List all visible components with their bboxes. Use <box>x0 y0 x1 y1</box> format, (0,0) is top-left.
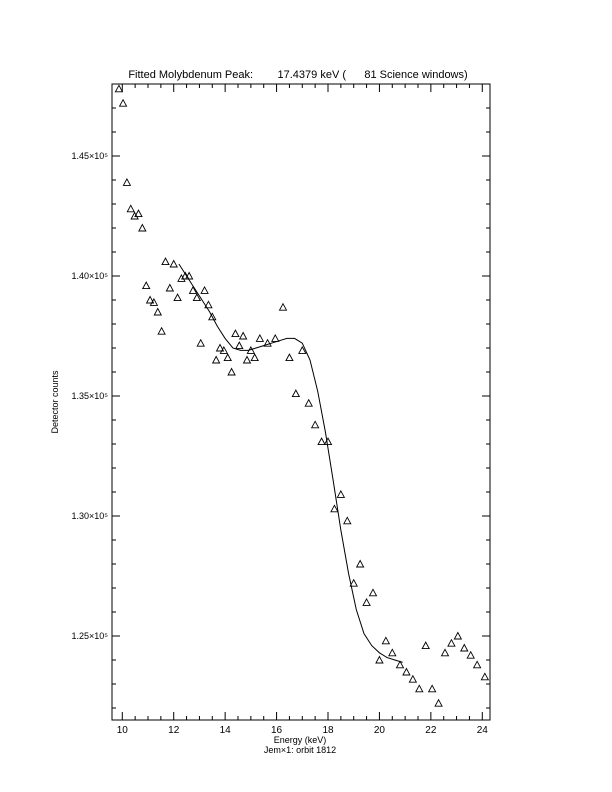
chart-title: Fitted Molybdenum Peak: 17.4379 keV ( 81 Science windows) <box>128 69 468 81</box>
data-point-triangle <box>162 258 169 265</box>
data-point-triangle <box>272 335 279 342</box>
data-point-triangle <box>409 676 416 683</box>
data-point-triangle <box>448 640 455 647</box>
data-point-triangle <box>370 589 377 596</box>
data-point-triangle <box>201 287 208 294</box>
data-point-triangle <box>337 491 344 498</box>
data-point-triangle <box>127 205 134 212</box>
data-point-triangle <box>115 85 122 92</box>
x-tick-label: 10 <box>116 725 128 736</box>
data-point-triangle <box>403 669 410 676</box>
data-point-triangle <box>213 357 220 364</box>
data-point-triangle <box>236 342 243 349</box>
data-point-triangle <box>442 649 449 656</box>
x-tick-label: 24 <box>476 725 488 736</box>
data-point-triangle <box>389 649 396 656</box>
data-point-triangle <box>174 294 181 301</box>
data-point-triangle <box>318 438 325 445</box>
data-point-triangle <box>305 400 312 407</box>
data-point-triangle <box>474 661 481 668</box>
data-point-triangle <box>312 421 319 428</box>
data-point-triangle <box>154 309 161 316</box>
data-point-triangle <box>158 328 165 335</box>
data-point-triangle <box>382 637 389 644</box>
chart-subtitle: Jem×1: orbit 1812 <box>263 745 337 755</box>
x-tick-label: 18 <box>322 725 334 736</box>
y-tick-label: 1.25×10⁵ <box>71 631 108 641</box>
x-axis <box>117 84 489 736</box>
data-point-triangle <box>224 354 231 361</box>
data-point-triangle <box>197 340 204 347</box>
data-point-triangle <box>170 261 177 268</box>
data-point-triangle <box>461 645 468 652</box>
y-tick-label: 1.45×10⁵ <box>71 151 108 161</box>
data-points <box>115 85 488 706</box>
data-point-triangle <box>292 390 299 397</box>
x-tick-label: 20 <box>373 725 385 736</box>
y-tick-label: 1.40×10⁵ <box>71 271 108 281</box>
data-point-triangle <box>416 685 423 692</box>
data-point-triangle <box>422 642 429 649</box>
y-axis-label: Detector counts <box>50 370 60 434</box>
data-point-triangle <box>429 685 436 692</box>
data-point-triangle <box>139 225 146 232</box>
data-point-triangle <box>435 700 442 707</box>
data-point-triangle <box>454 633 461 640</box>
y-tick-label: 1.30×10⁵ <box>71 511 108 521</box>
data-point-triangle <box>363 599 370 606</box>
data-point-triangle <box>244 357 251 364</box>
data-point-triangle <box>280 304 287 311</box>
x-tick-label: 22 <box>425 725 437 736</box>
data-point-triangle <box>251 354 258 361</box>
data-point-triangle <box>256 335 263 342</box>
data-point-triangle <box>240 333 247 340</box>
data-point-triangle <box>143 282 150 289</box>
plot-frame <box>112 84 490 720</box>
x-tick-label: 16 <box>271 725 283 736</box>
x-axis-label: Energy (keV) <box>273 735 327 745</box>
data-point-triangle <box>344 517 351 524</box>
data-point-triangle <box>228 369 235 376</box>
data-point-triangle <box>123 179 130 186</box>
x-tick-label: 12 <box>168 725 180 736</box>
x-tick-label: 14 <box>219 725 231 736</box>
data-point-triangle <box>467 652 474 659</box>
data-point-triangle <box>376 657 383 664</box>
data-point-triangle <box>120 100 127 107</box>
data-point-triangle <box>481 673 488 680</box>
data-point-triangle <box>325 438 332 445</box>
data-point-triangle <box>166 285 173 292</box>
y-axis <box>71 84 490 708</box>
data-point-triangle <box>357 561 364 568</box>
y-tick-label: 1.35×10⁵ <box>71 391 108 401</box>
data-point-triangle <box>286 354 293 361</box>
data-point-triangle <box>232 330 239 337</box>
